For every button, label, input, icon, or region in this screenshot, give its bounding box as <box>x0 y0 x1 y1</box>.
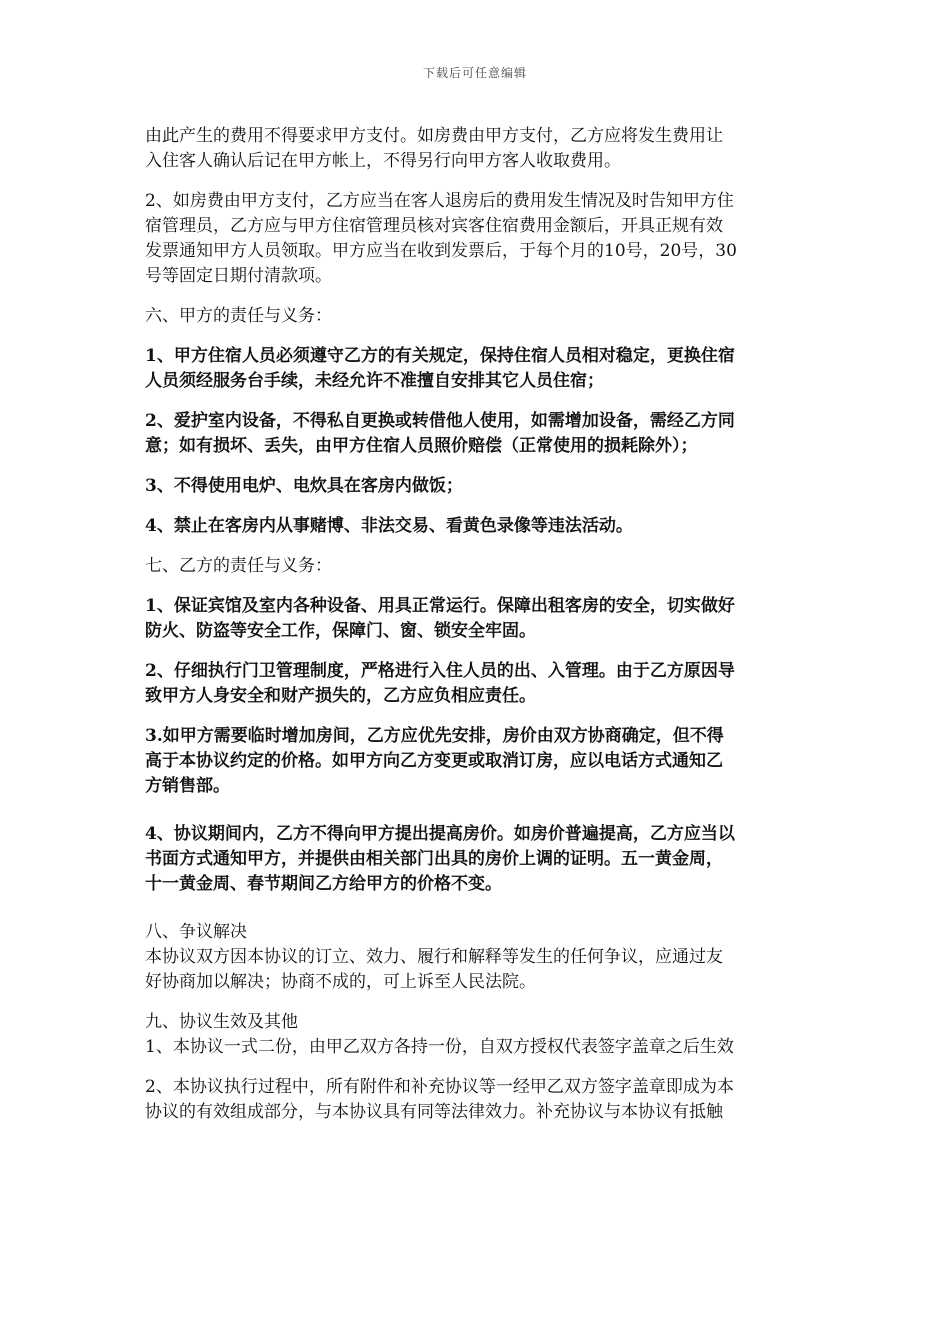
text-line: 七、乙方的责任与义务： <box>145 556 332 576</box>
paragraph <box>145 659 810 709</box>
text-line: 发票通知甲方人员领取。甲方应当在收到发票后，于每个月的10号，20号，30 <box>145 241 737 261</box>
text-line: 本协议双方因本协议的订立、效力、履行和解释等发生的任何争议，应通过友 <box>145 947 723 967</box>
text-line: 号等固定日期付清款项。 <box>145 266 332 286</box>
paragraph <box>145 1010 810 1060</box>
text-line: 4、协议期间内，乙方不得向甲方提出提高房价。如房价普遍提高，乙方应当以 <box>145 824 735 844</box>
text-line: 协议的有效组成部分，与本协议具有同等法律效力。补充协议与本协议有抵触 <box>145 1102 723 1122</box>
text-line: 八、争议解决 <box>145 922 247 942</box>
text-line: 宿管理员，乙方应与甲方住宿管理员核对宾客住宿费用金额后，开具正规有效 <box>145 216 723 236</box>
paragraph <box>145 1075 810 1125</box>
text-line: 3、不得使用电炉、电炊具在客房内做饭； <box>145 476 463 496</box>
page-header-note: 下载后可任意编辑 <box>422 66 527 80</box>
paragraph <box>145 920 810 995</box>
text-line: 由此产生的费用不得要求甲方支付。如房费由甲方支付，乙方应将发生费用让 <box>145 126 723 146</box>
text-line: 4、禁止在客房内从事赌博、非法交易、看黄色录像等违法活动。 <box>145 516 633 536</box>
text-line: 入住客人确认后记在甲方帐上，不得另行向甲方客人收取费用。 <box>145 151 621 171</box>
text-line: 方销售部。 <box>145 776 230 796</box>
text-line: 1、甲方住宿人员必须遵守乙方的有关规定，保持住宿人员相对稳定，更换住宿 <box>145 346 735 366</box>
paragraph <box>145 409 810 459</box>
text-line: 人员须经服务台手续，未经允许不准擅自安排其它人员住宿； <box>145 371 604 391</box>
text-line: 防火、防盗等安全工作，保障门、窗、锁安全牢固。 <box>145 621 536 641</box>
paragraph <box>145 822 810 897</box>
text-line: 2、本协议执行过程中，所有附件和补充协议等一经甲乙双方签字盖章即成为本 <box>145 1077 734 1097</box>
text-line: 书面方式通知甲方，并提供由相关部门出具的房价上调的证明。五一黄金周， <box>145 849 723 869</box>
paragraph <box>145 514 810 539</box>
text-line: 高于本协议约定的价格。如甲方向乙方变更或取消订房，应以电话方式通知乙 <box>145 751 723 771</box>
text-line: 九、协议生效及其他 <box>145 1012 298 1032</box>
text-line: 意；如有损坏、丢失，由甲方住宿人员照价赔偿（正常使用的损耗除外）； <box>145 436 698 456</box>
paragraph <box>145 554 810 579</box>
document-body <box>145 124 810 1140</box>
text-line: 2、爱护室内设备，不得私自更换或转借他人使用，如需增加设备，需经乙方同 <box>145 411 735 431</box>
text-line: 1、保证宾馆及室内各种设备、用具正常运行。保障出租客房的安全，切实做好 <box>145 596 735 616</box>
text-line: 致甲方人身安全和财产损失的，乙方应负相应责任。 <box>145 686 536 706</box>
paragraph <box>145 594 810 644</box>
text-line: 1、本协议一式二份，由甲乙双方各持一份，自双方授权代表签字盖章之后生效 <box>145 1037 734 1057</box>
paragraph <box>145 474 810 499</box>
paragraph <box>145 189 810 289</box>
text-line: 十一黄金周、春节期间乙方给甲方的价格不变。 <box>145 874 502 894</box>
text-line: 2、仔细执行门卫管理制度，严格进行入住人员的出、入管理。由于乙方原因导 <box>145 661 735 681</box>
paragraph <box>145 304 810 329</box>
text-line: 3.如甲方需要临时增加房间，乙方应优先安排，房价由双方协商确定，但不得 <box>145 726 724 746</box>
text-line: 好协商加以解决；协商不成的，可上诉至人民法院。 <box>145 972 536 992</box>
text-line: 2、如房费由甲方支付，乙方应当在客人退房后的费用发生情况及时告知甲方住 <box>145 191 734 211</box>
paragraph <box>145 124 810 174</box>
paragraph <box>145 724 810 799</box>
paragraph <box>145 344 810 394</box>
text-line: 六、甲方的责任与义务： <box>145 306 332 326</box>
